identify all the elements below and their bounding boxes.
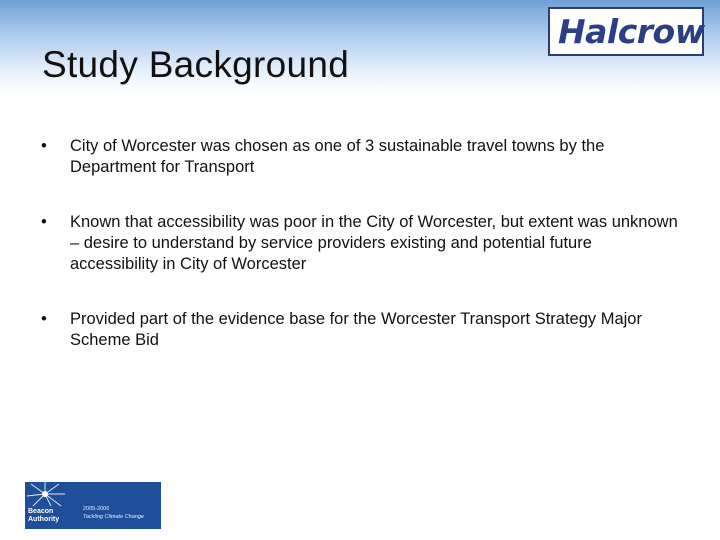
beacon-name-line1: Beacon [28,508,54,515]
beacon-name [28,508,59,524]
bullet-list [38,136,678,385]
bullet-dot-icon: • [41,310,47,328]
bullet-text: Known that accessibility was poor in the City of Worcester, but extent was unknown – desire to understand by service providers existing and potential future accessibility in City of Worcester [70,213,678,273]
bullet-item [38,309,678,351]
beacon-years: 2005-2006 [83,506,110,512]
beacon-name-line2: Authority [28,516,60,523]
bullet-text: City of Worcester was chosen as one of 3 sustainable travel towns by the Department for Transport [70,137,605,176]
halcrow-logo-text: Halcrow [558,12,705,51]
slide-title: Study Background [42,44,350,85]
bullet-text: Provided part of the evidence base for the Worcester Transport Strategy Major Scheme Bid [70,310,642,349]
beacon-authority-logo [25,482,161,529]
halcrow-logo [548,7,704,56]
bullet-item [38,136,678,178]
bullet-dot-icon: • [41,213,47,231]
bullet-dot-icon: • [41,137,47,155]
beacon-tagline: Tackling Climate Change [83,514,144,520]
bullet-item [38,212,678,275]
